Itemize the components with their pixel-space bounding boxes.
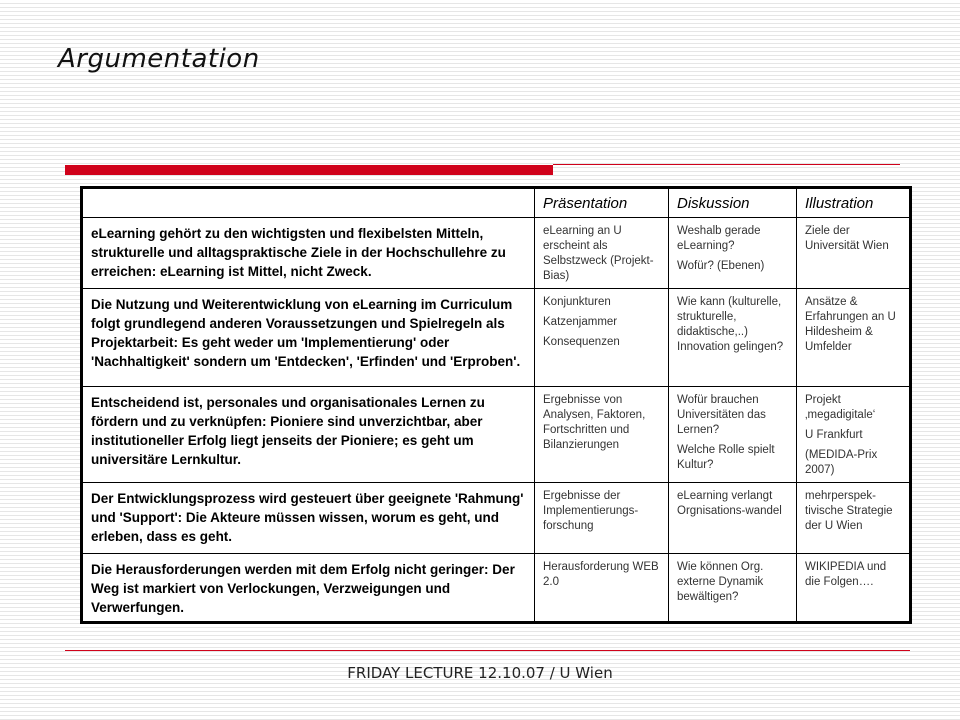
row-statement: Die Herausforderungen werden mit dem Erfolg nicht geringer: Der Weg ist markiert von Verlockungen, Verzweigungen und Verwerfungen. — [82, 554, 535, 623]
cell-text: Weshalb gerade eLearning? — [677, 225, 761, 252]
header-empty — [82, 188, 535, 218]
row-diskussion — [669, 387, 797, 483]
cell-text: Konsequenzen — [543, 336, 620, 348]
cell-text: Katzenjammer — [543, 316, 618, 328]
row-diskussion — [669, 554, 797, 623]
cell-text: WIKIPEDIA und die Folgen…. — [805, 561, 887, 588]
slide-footer: FRIDAY LECTURE 12.10.07 / U Wien — [347, 664, 613, 682]
row-illustration — [797, 218, 911, 289]
row-statement: Die Nutzung und Weiterentwicklung von eLearning im Curriculum folgt grundlegend anderen Voraussetzungen und Spielregeln als Projektarbeit: Es geht weder um 'Implementierung' oder 'Nachhaltigkeit' sondern um 'Entdecken', 'Erfinden' und 'Erproben'. — [82, 289, 535, 387]
cell-text: Ziele der Universität Wien — [805, 225, 889, 252]
footer-divider — [65, 650, 910, 651]
row-diskussion — [669, 289, 797, 387]
cell-text: Wofür brauchen Universitäten das Lernen? — [677, 394, 766, 436]
cell-text: Ergebnisse von Analysen, Faktoren, Fortschritten und Bilanzierungen — [543, 394, 646, 451]
cell-text: mehrperspek-tivische Strategie der U Wien — [805, 490, 893, 532]
row-praesentation — [535, 554, 669, 623]
cell-text: U Frankfurt — [805, 429, 863, 441]
cell-text: eLearning verlangt Orgnisations-wandel — [677, 490, 782, 517]
table-row — [82, 289, 911, 387]
slide-title: Argumentation — [58, 44, 260, 74]
header-diskussion: Diskussion — [669, 188, 797, 218]
row-illustration — [797, 387, 911, 483]
table-row — [82, 218, 911, 289]
table-header-row — [82, 188, 911, 218]
table-row — [82, 554, 911, 623]
cell-text: Wofür? (Ebenen) — [677, 260, 765, 272]
row-statement: Der Entwicklungsprozess wird gesteuert über geeignete 'Rahmung' und 'Support': Die Akteure müssen wissen, worum es geht, und erleben, dass es geht. — [82, 483, 535, 554]
table-row — [82, 483, 911, 554]
row-praesentation — [535, 483, 669, 554]
cell-text: (MEDIDA-Prix 2007) — [805, 449, 878, 476]
row-praesentation — [535, 218, 669, 289]
row-diskussion — [669, 483, 797, 554]
argumentation-table — [80, 186, 912, 624]
table-row — [82, 387, 911, 483]
title-accent-bar — [65, 165, 553, 175]
title-accent-line — [553, 164, 900, 165]
cell-text: Ergebnisse der Implementierungs-forschung — [543, 490, 639, 532]
cell-text: eLearning an U erscheint als Selbstzweck (Projekt-Bias) — [543, 225, 654, 282]
cell-text: Projekt ‚megadigitale‘ — [805, 394, 876, 421]
cell-text: Ansätze & Erfahrungen an U Hildesheim & Umfelder — [805, 296, 896, 353]
cell-text: Wie können Org. externe Dynamik bewältigen? — [677, 561, 764, 603]
row-statement: eLearning gehört zu den wichtigsten und flexibelsten Mitteln, strukturelle und alltagspraktische Ziele in der Hochschullehre zu erreichen: eLearning ist Mittel, nicht Zweck. — [82, 218, 535, 289]
cell-text: Herausforderung WEB 2.0 — [543, 561, 659, 588]
cell-text: Konjunkturen — [543, 296, 611, 308]
row-illustration — [797, 289, 911, 387]
row-illustration — [797, 554, 911, 623]
header-illustration: Illustration — [797, 188, 911, 218]
header-praesentation: Präsentation — [535, 188, 669, 218]
row-diskussion — [669, 218, 797, 289]
row-illustration — [797, 483, 911, 554]
row-praesentation — [535, 387, 669, 483]
row-statement: Entscheidend ist, personales und organisationales Lernen zu fördern und zu verknüpfen: Pioniere sind unverzichtbar, aber institutioneller Erfolg liegt jenseits der Pioniere; es geht um universitäre Lernkultur. — [82, 387, 535, 483]
cell-text: Wie kann (kulturelle, strukturelle, didaktische,..) Innovation gelingen? — [677, 296, 784, 353]
row-praesentation — [535, 289, 669, 387]
cell-text: Welche Rolle spielt Kultur? — [677, 444, 775, 471]
